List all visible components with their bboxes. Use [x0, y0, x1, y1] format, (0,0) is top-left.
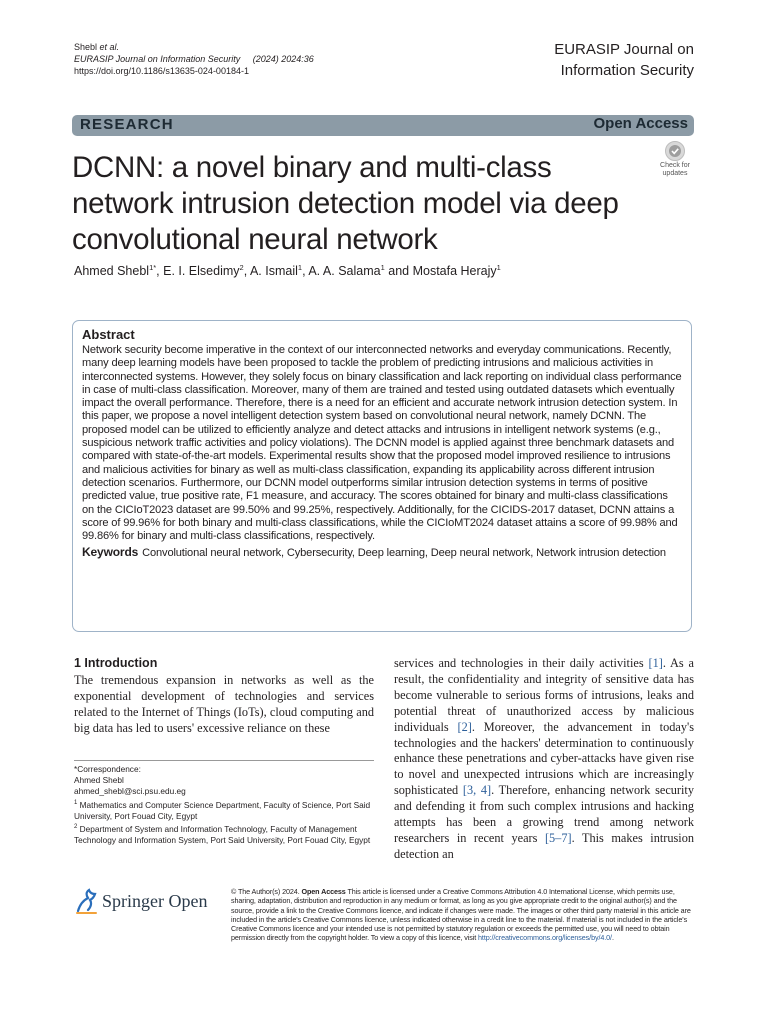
- journal-citation: EURASIP Journal on Information Security (2024) 2024:36: [74, 54, 314, 64]
- check-updates-icon: [655, 140, 695, 162]
- check-for-updates-badge[interactable]: [655, 140, 695, 180]
- citation-link[interactable]: [5–7]: [544, 830, 572, 845]
- author: A. Ismail$^1$,: [249, 263, 309, 279]
- open-access-label: Open Access: [593, 115, 688, 132]
- citation-link[interactable]: [1]: [648, 656, 663, 670]
- author: A. A. Salama$^1$ and: [308, 263, 413, 279]
- section-heading-introduction: 1 Introduction: [74, 656, 158, 670]
- abstract-text: Network security become imperative in the context of our interconnected networks and everyday communications. Recently, many deep learning models have been proposed to tackle the problem of predicting intrusions and malicious activities in interconnected systems. However, they solely focus on binary classification and lack reporting on individual class performance in case of multi-class classification. Moreover, many of them are trained and tested using outdated datasets which eventually impact the overall performance. Therefore, there is a need for an efficient and accurate network intrusion detection system. In this paper, we propose a novel intelligent detection system based on convolutional neural network, namely DCNN. The proposed model can be utilized to efficiently analyze and detect attacks and intrusions in intelligent network systems (e.g., suspicious network traffic activities and policy violations). The DCNN model is applied against three benchmark datasets and compared with state-of-the-art models. Experimental results show that the proposed model improved resilience to intrusions and malicious activities for binary as well as multi-class classification, expanding its applicability across different intrusion detection scenarios. Furthermore, our DCNN model outperforms similar intrusion detection systems in terms of positive predicted value, true positive rate, F1 measure, and accuracy. The scores obtained for binary and multi-class classifications on the CICIoT2023 dataset are 99.50% and 99.25%, respectively. Additionally, for the CICIDS-2017 dataset, DCNN attains a score of 99.96% for both binary and multi-class classifications, while the CICIoMT2024 dataset attains a score of 99.98% and 99.86% for binary and multi-class classifications, respectively.: [82, 344, 682, 543]
- keywords-text: Convolutional neural network, Cybersecurity, Deep learning, Deep neural network, Network intrusion detection: [142, 547, 666, 560]
- license-notice: © The Author(s) 2024. Open Access This article is licensed under a Creative Commons Attribution 4.0 International License, which permits use, sharing, adaptation, distribution and reproduction in any medium or format, as long as you give appropriate credit to the original author(s) and the source, provide a link to the Creative Commons licence, and indicate if changes were made. The images or other third party material in this article are included in the article's Creative Commons licence, unless indicated otherwise in a credit line to the material. If material is not included in the article's Creative Commons licence and your intended use is not permitted by statutory regulation or exceeds the permitted use, you will need to obtain permission directly from the copyright holder. To view a copy of this licence, visit http://creativecommons.org/licenses/by/4.0/.: [231, 887, 691, 943]
- springer-open-logo: Springer Open: [74, 886, 224, 916]
- keywords: [82, 546, 682, 560]
- abstract-heading: Abstract: [82, 327, 135, 342]
- citation-link[interactable]: [2]: [457, 719, 472, 734]
- article-meta: [74, 41, 314, 77]
- author-list: [74, 263, 501, 278]
- affiliation-1: $^1$ Mathematics and Computer Science Department, Faculty of Science, Port Said University, Port Fouad City, Egypt: [74, 799, 371, 821]
- article-type-bar: [72, 115, 694, 136]
- footnote-divider: [74, 760, 374, 761]
- check-updates-text: Check for updates: [660, 162, 690, 177]
- body-text-column-left: The tremendous expansion in networks as well as the exponential development of technologies and services related to the Internet of Things (IoTs), cloud computing and big data has led to users' excessive reliance on these: [74, 673, 374, 735]
- affiliation-2: $^2$ Department of System and Information Technology, Faculty of Management Technology and Information System, Port Said University, Port Fouad City, Egypt: [74, 823, 371, 845]
- author: E. I. Elsedimy$^2$,: [163, 263, 250, 279]
- body-text-column-right: services and technologies in their daily activities [1]. As a result, the confidentiality and integrity of sensitive data has become vulnerable to serious forms of intrusions, leaks and potential threat of unauthorized access by malicious individuals [2]. Moreover, the advancement in today's technologies and the hackers' determination to continuously enhance these penetrations and cyber-attacks have given rise to novel and unexpected intrusions which are increasingly sophisticated [3, 4]. Therefore, enhancing network security and defending it from such complex intrusions and hacking attempts has been a growing trend among network researchers in recent years [5–7]. This makes intrusion detection an: [394, 656, 695, 861]
- springer-horse-icon: [74, 886, 100, 916]
- doi-link[interactable]: https://doi.org/10.1186/s13635-024-00184-1: [74, 66, 249, 76]
- author: Ahmed Shebl$^{1*}$,: [74, 263, 164, 279]
- correspondence-email[interactable]: ahmed_shebl@sci.psu.edu.eg: [74, 786, 186, 797]
- article-type-label: RESEARCH: [80, 116, 174, 133]
- correspondence-footnote: *Correspondence: Ahmed Shebl ahmed_shebl@sci.psu.edu.eg $^1$ Mathematics and Computer Science Department, Faculty of Science, Port Said University, Port Fouad City, Egypt $^2$ Department of System and Information Technology, Faculty of Management Technology and Information System, Port Said University, Port Fouad City, Egypt: [74, 760, 374, 846]
- article-title: DCNN: a novel binary and multi-class network intrusion detection model via deep convolutional neural network: [72, 151, 619, 256]
- running-author: Shebl et al.: [74, 42, 120, 52]
- abstract-box: [72, 320, 692, 632]
- journal-name: EURASIP Journal on Information Security: [554, 41, 694, 79]
- license-link[interactable]: http://creativecommons.org/licenses/by/4.0/: [478, 933, 612, 943]
- keywords-label: Keywords: [82, 545, 139, 560]
- citation-link[interactable]: [3, 4]: [462, 783, 492, 798]
- author: Mostafa Herajy$^1$: [412, 263, 501, 279]
